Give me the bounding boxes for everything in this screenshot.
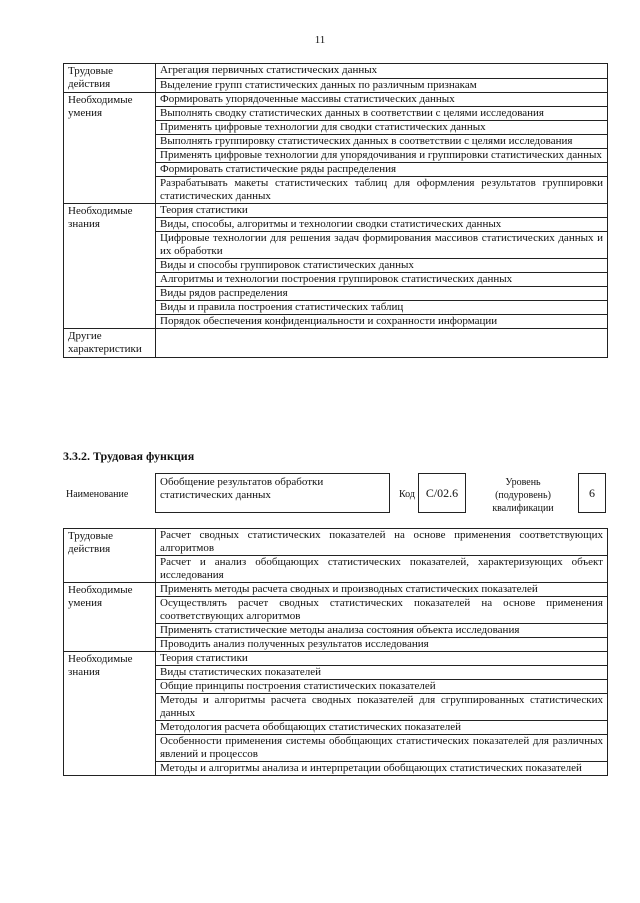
- item-cell: Виды и способы группировок статистических данных: [156, 259, 608, 273]
- category-cell: Необходимые умения: [64, 93, 156, 204]
- item-cell: Выделение групп статистических данных по различным признакам: [156, 78, 608, 93]
- item-cell: Методы и алгоритмы анализа и интерпретации обобщающих статистических показателей: [156, 762, 608, 776]
- item-cell: Применять статистические методы анализа состояния объекта исследования: [156, 624, 608, 638]
- code-label: Код: [399, 489, 415, 500]
- labor-function-table-bottom: [63, 528, 608, 776]
- item-cell: Агрегация первичных статистических данных: [156, 64, 608, 79]
- item-cell: Методология расчета обобщающих статистических показателей: [156, 721, 608, 735]
- item-cell: Методы и алгоритмы расчета сводных показателей для сгруппированных статистических данных: [156, 694, 608, 721]
- item-cell: Применять цифровые технологии для упорядочивания и группировки статистических данных: [156, 149, 608, 163]
- item-cell: Порядок обеспечения конфиденциальности и сохранности информации: [156, 315, 608, 329]
- category-cell: Необходимые знания: [64, 204, 156, 329]
- item-cell: Расчет и анализ обобщающих статистических показателей, характеризующих объект исследования: [156, 556, 608, 583]
- item-cell: Теория статистики: [156, 652, 608, 666]
- item-cell: Теория статистики: [156, 204, 608, 218]
- item-cell: Разрабатывать макеты статистических таблиц для оформления результатов группировки статистических данных: [156, 177, 608, 204]
- item-cell: Формировать упорядоченные массивы статистических данных: [156, 93, 608, 107]
- category-cell: Другие характеристики: [64, 329, 156, 358]
- table-row: [64, 583, 608, 597]
- item-cell: Алгоритмы и технологии построения группировок статистических данных: [156, 273, 608, 287]
- category-cell: Трудовые действия: [64, 64, 156, 93]
- item-cell: Выполнять сводку статистических данных в соответствии с целями исследования: [156, 107, 608, 121]
- section-heading: 3.3.2. Трудовая функция: [63, 449, 195, 463]
- page-number: 11: [314, 34, 326, 46]
- table-row: [64, 64, 608, 79]
- item-cell: Общие принципы построения статистических показателей: [156, 680, 608, 694]
- table-row: [64, 329, 608, 358]
- item-cell: Применять цифровые технологии для сводки статистических данных: [156, 121, 608, 135]
- item-cell: Виды рядов распределения: [156, 287, 608, 301]
- table-row: [64, 652, 608, 666]
- item-cell: Виды статистических показателей: [156, 666, 608, 680]
- item-cell: Проводить анализ полученных результатов исследования: [156, 638, 608, 652]
- table-row: [64, 529, 608, 556]
- name-label: Наименование: [66, 489, 129, 500]
- item-cell: Виды, способы, алгоритмы и технологии сводки статистических данных: [156, 218, 608, 232]
- item-cell: [156, 329, 608, 358]
- item-cell: Виды и правила построения статистических таблиц: [156, 301, 608, 315]
- item-cell: Формировать статистические ряды распределения: [156, 163, 608, 177]
- item-cell: Особенности применения системы обобщающих статистических показателей для различных явлений и процессов: [156, 735, 608, 762]
- function-name-value: Обобщение результатов обработки статистических данных: [155, 473, 390, 513]
- category-cell: Необходимые умения: [64, 583, 156, 652]
- table-row: [64, 93, 608, 107]
- function-code-value: C/02.6: [418, 473, 466, 513]
- item-cell: Выполнять группировку статистических данных в соответствии с целями исследования: [156, 135, 608, 149]
- qualification-level-label: Уровень (подуровень) квалификации: [492, 477, 554, 514]
- table-row: [64, 204, 608, 218]
- labor-function-table-top: [63, 63, 608, 358]
- item-cell: Цифровые технологии для решения задач формирования массивов статистических данных и их обработки: [156, 232, 608, 259]
- item-cell: Применять методы расчета сводных и производных статистических показателей: [156, 583, 608, 597]
- item-cell: Расчет сводных статистических показателей на основе применения соответствующих алгоритмов: [156, 529, 608, 556]
- qualification-level-value: 6: [578, 473, 606, 513]
- category-cell: Трудовые действия: [64, 529, 156, 583]
- category-cell: Необходимые знания: [64, 652, 156, 776]
- item-cell: Осуществлять расчет сводных статистических показателей на основе применения соответствующих алгоритмов: [156, 597, 608, 624]
